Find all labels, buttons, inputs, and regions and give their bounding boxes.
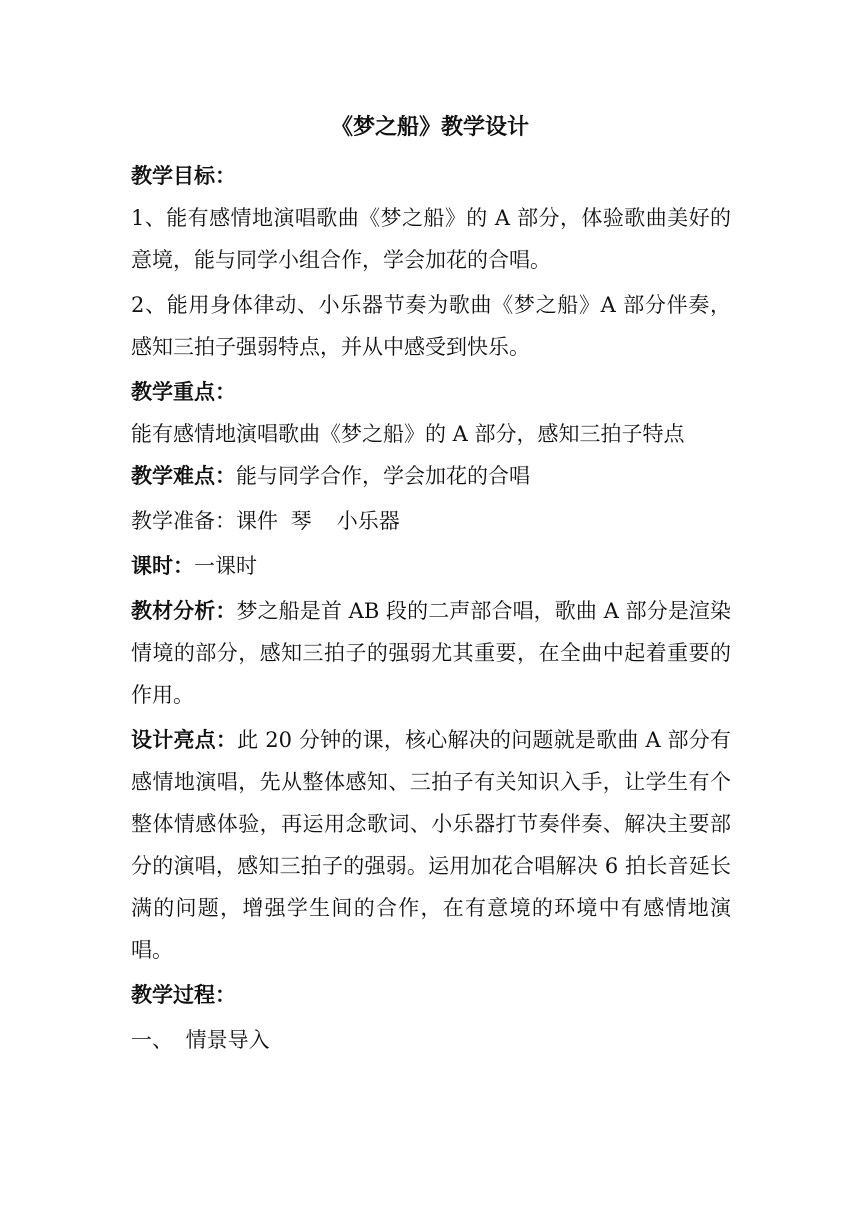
goal-item-1: 1、能有感情地演唱歌曲《梦之船》的 A 部分，体验歌曲美好的意境，能与同学小组合作，学会加花的合唱。 xyxy=(131,206,731,272)
process-step-number: 一、 xyxy=(131,1028,173,1052)
document-title: 《梦之船》教学设计 xyxy=(330,114,529,140)
key-points-text: 能有感情地演唱歌曲《梦之船》的 A 部分，感知三拍子特点 xyxy=(131,422,685,446)
period-text: 一课时 xyxy=(194,554,257,578)
goal-item-2: 2、能用身体律动、小乐器节奏为歌曲《梦之船》A 部分伴奏，感知三拍子强弱特点，并从中感受到快乐。 xyxy=(131,293,731,359)
goals-heading: 教学目标： xyxy=(131,163,236,188)
preparation-item-instruments: 小乐器 xyxy=(336,509,400,533)
difficulty-label: 教学难点： xyxy=(131,463,236,488)
preparation-item-piano: 琴 xyxy=(290,509,312,533)
preparation-line xyxy=(131,500,731,542)
highlights-label: 设计亮点： xyxy=(131,727,238,752)
analysis-label: 教材分析： xyxy=(131,598,237,623)
preparation-label: 教学准备： xyxy=(131,509,236,533)
key-points-heading: 教学重点： xyxy=(131,379,236,404)
process-step-label: 情景导入 xyxy=(185,1028,270,1052)
document-body xyxy=(131,155,731,1061)
process-step-1 xyxy=(131,1019,731,1061)
preparation-item-courseware: 课件 xyxy=(236,509,278,533)
period-label: 课时： xyxy=(131,553,194,578)
analysis-text: 梦之船是首 AB 段的二声部合唱，歌曲 A 部分是渲染情境的部分，感知三拍子的强弱尤其重要，在全曲中起着重要的作用。 xyxy=(131,599,731,707)
highlights-paragraph xyxy=(131,719,731,971)
highlights-text: 此 20 分钟的课，核心解决的问题就是歌曲 A 部分有感情地演唱，先从整体感知、三拍子有关知识入手，让学生有个整体情感体验，再运用念歌词、小乐器打节奏伴奏、解决主要部分的演唱，感知三拍子的强弱。运用加花合唱解决 6 拍长音延长满的问题，增强学生间的合作，在有意境的环境中有感情地演唱。 xyxy=(131,728,732,962)
analysis-paragraph xyxy=(131,590,731,716)
period-line xyxy=(131,545,731,587)
difficulty-line xyxy=(131,455,731,497)
process-heading: 教学过程： xyxy=(131,982,236,1007)
difficulty-text: 能与同学合作，学会加花的合唱 xyxy=(236,464,530,488)
